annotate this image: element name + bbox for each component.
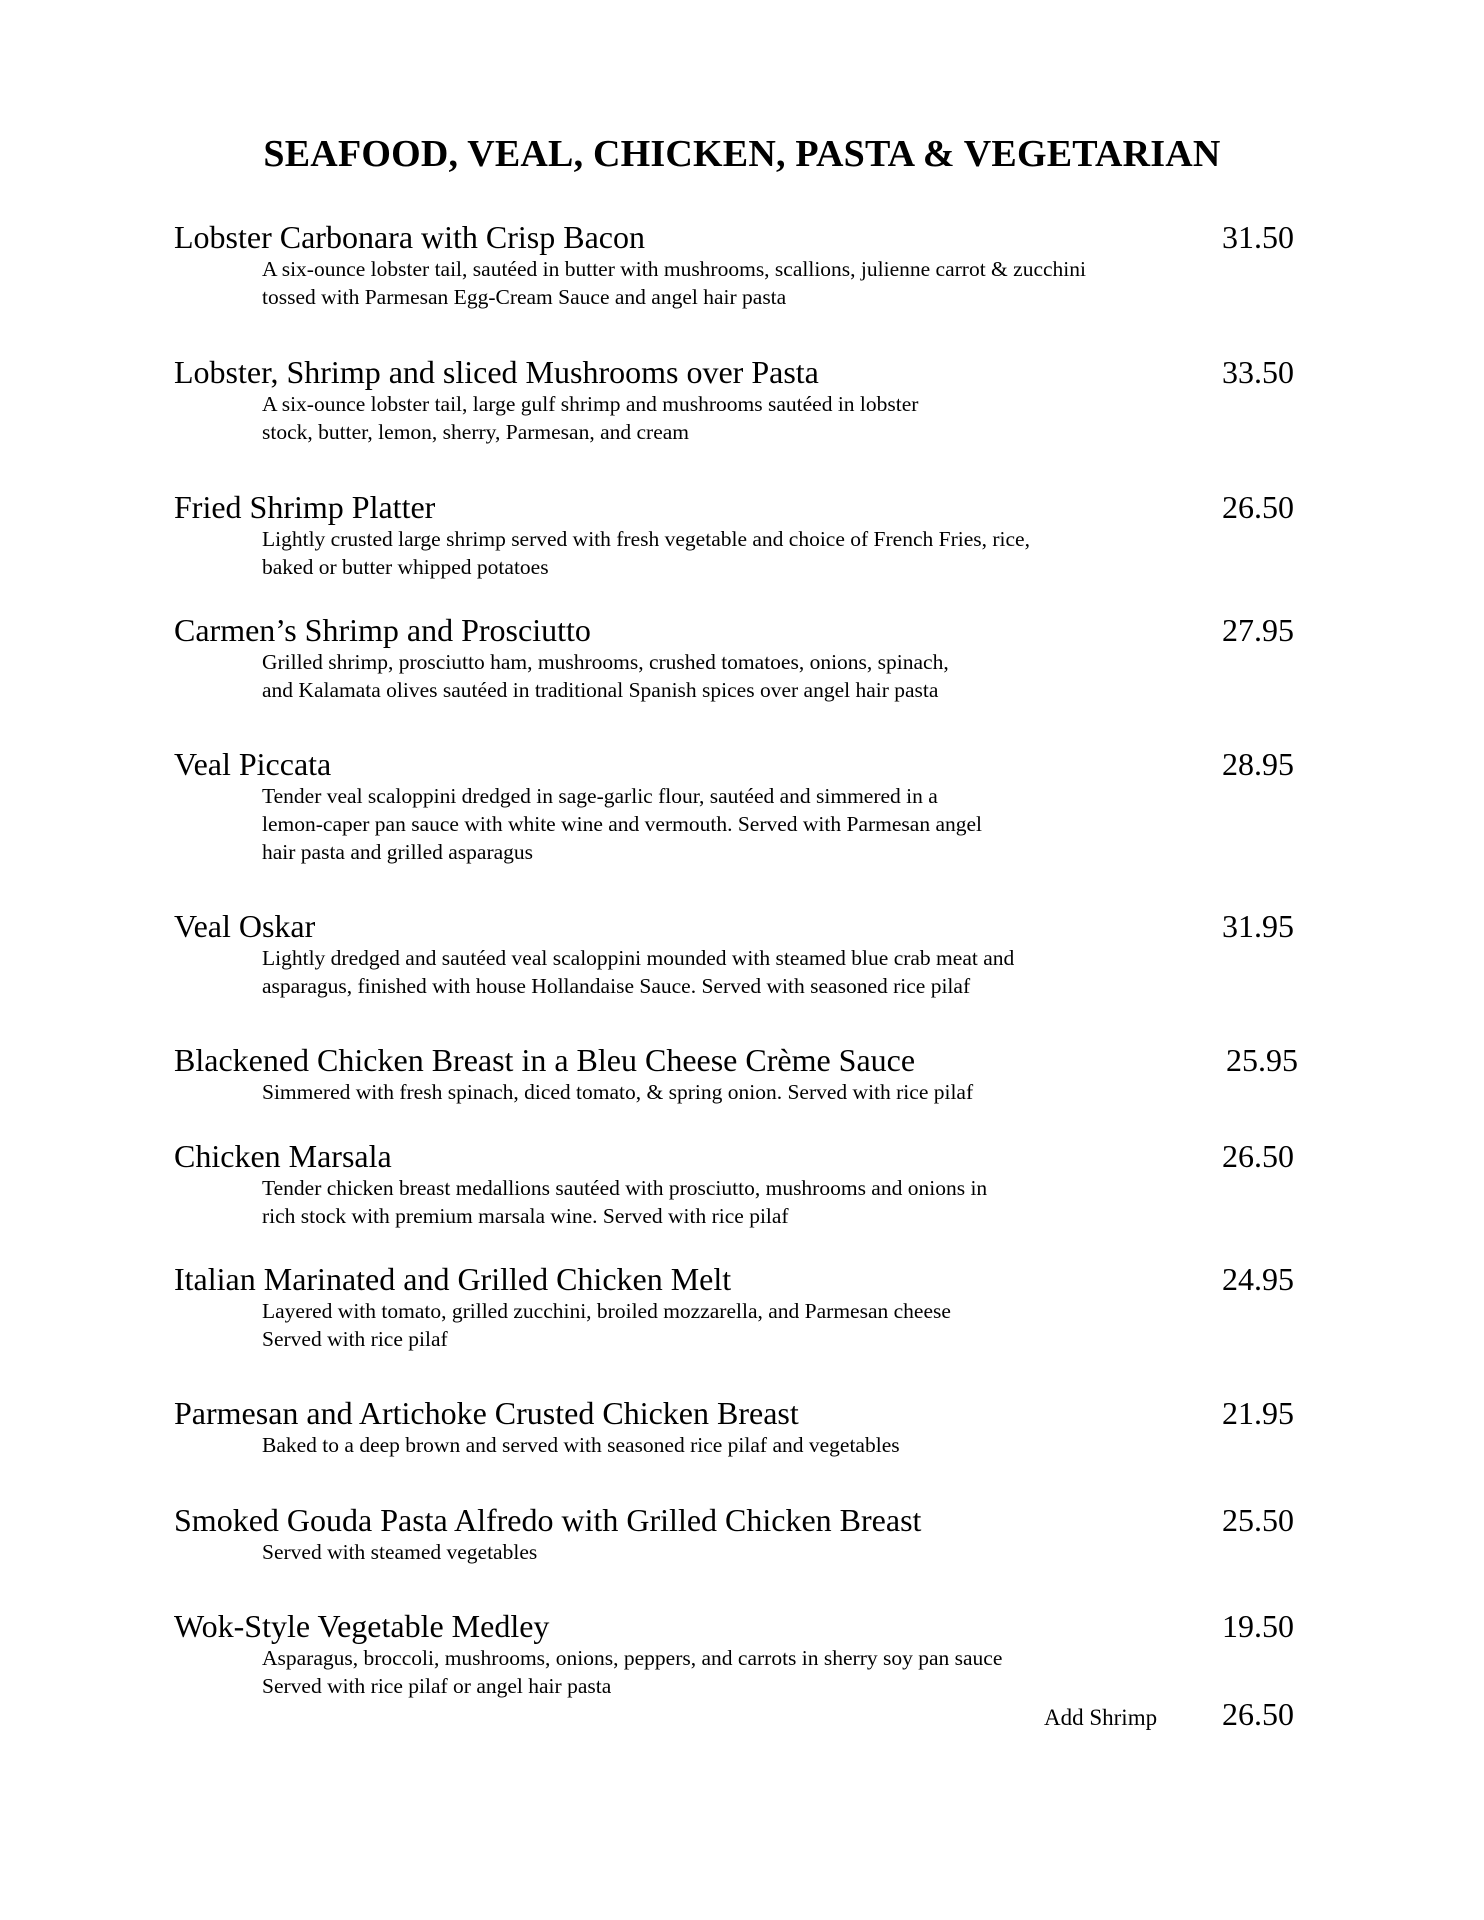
description-line: Grilled shrimp, prosciutto ham, mushrooms, crushed tomatoes, onions, spinach,: [262, 650, 949, 674]
description-line: A six-ounce lobster tail, large gulf shrimp and mushrooms sautéed in lobster: [262, 392, 919, 416]
description-line: lemon-caper pan sauce with white wine and vermouth. Served with Parmesan angel: [262, 812, 983, 836]
description-line: Lightly dredged and sautéed veal scaloppini mounded with steamed blue crab meat and: [262, 946, 1015, 970]
description-line: Tender veal scaloppini dredged in sage-garlic flour, sautéed and simmered in a: [262, 784, 938, 808]
description-line: hair pasta and grilled asparagus: [262, 840, 534, 864]
item-description: [262, 648, 949, 704]
item-price: 26.50: [1222, 489, 1294, 525]
description-line: A six-ounce lobster tail, sautéed in butter with mushrooms, scallions, julienne carrot & zucchini: [262, 257, 1086, 281]
item-description: [262, 944, 1014, 1000]
item-description: [262, 255, 1086, 311]
addon-price: 26.50: [1222, 1696, 1294, 1732]
item-name: Smoked Gouda Pasta Alfredo with Grilled Chicken Breast: [174, 1502, 922, 1538]
item-name: Veal Piccata: [174, 746, 332, 782]
item-name: Italian Marinated and Grilled Chicken Melt: [174, 1261, 732, 1297]
item-price: 28.95: [1222, 746, 1294, 782]
item-name: Lobster Carbonara with Crisp Bacon: [174, 219, 645, 255]
item-name: Veal Oskar: [174, 908, 316, 944]
item-description: [262, 1174, 987, 1230]
description-line: Layered with tomato, grilled zucchini, broiled mozzarella, and Parmesan cheese: [262, 1299, 951, 1323]
description-line: rich stock with premium marsala wine. Served with rice pilaf: [262, 1204, 789, 1228]
description-line: tossed with Parmesan Egg-Cream Sauce and angel hair pasta: [262, 285, 787, 309]
menu-title: SEAFOOD, VEAL, CHICKEN, PASTA & VEGETARIAN: [263, 133, 1221, 175]
description-line: and Kalamata olives sautéed in traditional Spanish spices over angel hair pasta: [262, 678, 939, 702]
item-price: 31.50: [1222, 219, 1294, 255]
description-line: baked or butter whipped potatoes: [262, 555, 549, 579]
item-description: [262, 1644, 1002, 1700]
item-price: 27.95: [1222, 612, 1294, 648]
description-line: Served with rice pilaf or angel hair pasta: [262, 1674, 612, 1698]
item-description: [262, 525, 1030, 581]
description-line: asparagus, finished with house Hollandaise Sauce. Served with seasoned rice pilaf: [262, 974, 971, 998]
item-name: Carmen’s Shrimp and Prosciutto: [174, 612, 591, 648]
item-price: 25.50: [1222, 1502, 1294, 1538]
description-line: Asparagus, broccoli, mushrooms, onions, peppers, and carrots in sherry soy pan sauce: [262, 1646, 1003, 1670]
item-name: Parmesan and Artichoke Crusted Chicken Breast: [174, 1395, 799, 1431]
item-description: [262, 1297, 951, 1353]
item-description: [262, 390, 918, 446]
description-line: stock, butter, lemon, sherry, Parmesan, and cream: [262, 420, 690, 444]
item-price: 26.50: [1222, 1138, 1294, 1174]
description-line: Baked to a deep brown and served with seasoned rice pilaf and vegetables: [262, 1433, 900, 1457]
description-line: Tender chicken breast medallions sautéed with prosciutto, mushrooms and onions in: [262, 1176, 988, 1200]
item-name: Fried Shrimp Platter: [174, 489, 436, 525]
item-price: 21.95: [1222, 1395, 1294, 1431]
item-price: 19.50: [1222, 1608, 1294, 1644]
item-name: Chicken Marsala: [174, 1138, 392, 1174]
item-price: 24.95: [1222, 1261, 1294, 1297]
item-name: Lobster, Shrimp and sliced Mushrooms over Pasta: [174, 354, 819, 390]
addon-label: Add Shrimp: [1044, 1705, 1158, 1730]
item-description: [262, 1431, 900, 1459]
description-line: Lightly crusted large shrimp served with fresh vegetable and choice of French Fries, rice,: [262, 527, 1030, 551]
description-line: Served with rice pilaf: [262, 1327, 448, 1351]
add-shrimp-option: [0, 1695, 1484, 1735]
item-description: [262, 1538, 537, 1566]
item-price: 25.95: [1226, 1042, 1298, 1078]
description-line: Simmered with fresh spinach, diced tomato, & spring onion. Served with rice pilaf: [262, 1080, 974, 1104]
item-description: [262, 782, 982, 866]
description-line: Served with steamed vegetables: [262, 1540, 538, 1564]
item-price: 33.50: [1222, 354, 1294, 390]
item-name: Wok-Style Vegetable Medley: [174, 1608, 550, 1644]
item-name: Blackened Chicken Breast in a Bleu Cheese Crème Sauce: [174, 1042, 916, 1078]
item-price: 31.95: [1222, 908, 1294, 944]
item-description: [262, 1078, 973, 1106]
